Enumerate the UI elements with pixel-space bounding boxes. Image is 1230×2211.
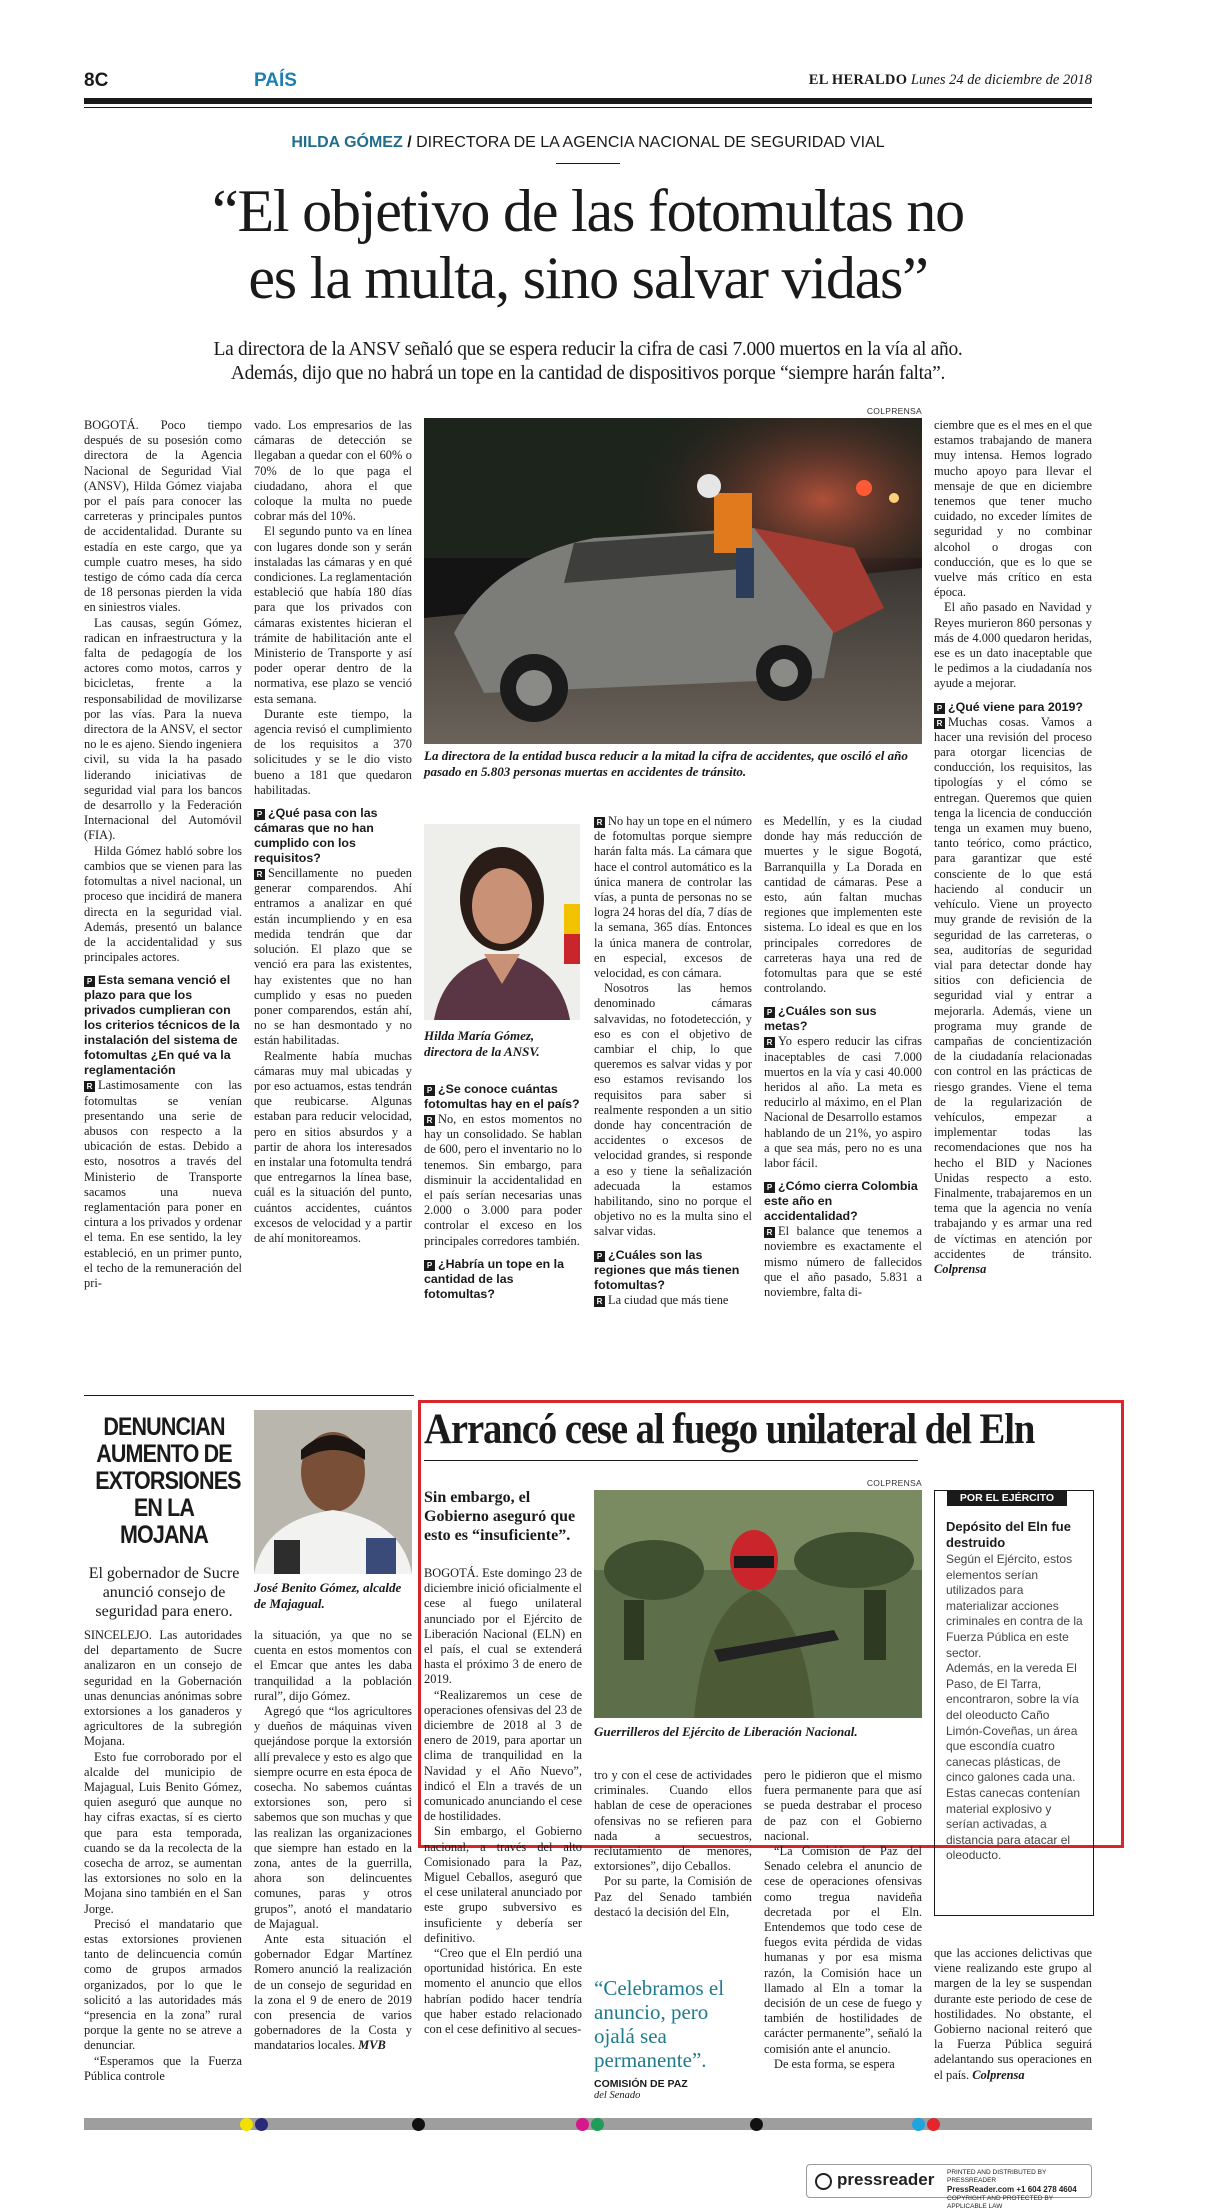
section-label: PAÍS xyxy=(254,70,297,91)
registration-mark-black xyxy=(750,2118,763,2131)
lead-paragraph: Nosotros las hemos denominado cámaras salvavidas, no fotodetección, y eso es con el objetivo de cambiar el chip, lo que queremos es salvar vidas y por eso estamos revisando los requisitos para saber si realmente responden a un sitio donde hay concentración de accidentes o excesos de velocidad grandes, si responde a eso y tiene la señalización adecuada la estamos habilitando, sino no porque el objetivo no es la multa sino el salvar vidas. xyxy=(594,981,752,1239)
eln-subhead: Sin embargo, el Gobierno aseguró que esto es “insuficiente”. xyxy=(424,1489,576,1544)
mojana-portrait xyxy=(254,1410,412,1574)
headline xyxy=(84,178,1092,312)
pullquote-source-sub: del Senado xyxy=(594,2090,641,2101)
answer: Sencillamente no pueden generar comparendos. Ahí entramos a analizar en qué están incumpliendo y en esa medida tendrán que dar solución. El plazo que se venció era para las existentes, hay existentes que no han cumplido y esas no pueden poner comparendos, están ahí, no se han desmontado y no están habilitadas. xyxy=(254,866,412,1048)
question: ¿Cuáles son las regiones que más tienen fotomultas? xyxy=(594,1247,740,1292)
headline-line-2: es la multa, sino salvar vidas” xyxy=(248,245,928,311)
answer-icon: R xyxy=(254,869,265,880)
eln-paragraph: tro y con el cese de actividades criminales. Cuando ellos hablan de cese de operaciones ofensivas no se refieren para nada a secuestros, reclutamiento de menores, extorsiones”, dijo Ceballos. xyxy=(594,1768,752,1874)
eln-pullquote xyxy=(594,1976,752,2101)
byline-name: HILDA GÓMEZ xyxy=(291,134,403,151)
answer-icon: R xyxy=(764,1227,775,1238)
mojana-paragraph: Agregó que “los agricultores y dueños de máquinas viven quejándose porque la extorsión allí prevalece y esto es algo que siempre ocurre en esta época de cosecha. No sabemos cuántas extorsiones son, pero si sabemos que son muchas y que las realizan las organizaciones que siempre han estado en la zona, antes de la guerrilla, ahora son delincuentes comunes, paras y otros grupos”, anotó el mandatario de Majagual. xyxy=(254,1704,412,1931)
eln-paragraph: De esta forma, se espera xyxy=(774,2056,895,2071)
question-icon: P xyxy=(594,1251,605,1262)
page-number: 8C xyxy=(84,70,109,91)
answer: Lastimosamente con las fotomultas se venían presentando una serie de abusos con respecto a la ubicación de estas. Debido a esto, nosotros a través del Ministerio de Transporte sacamos una nueva reglamentación para poner en cintura a los privados y ordenar el tema. En ese sentido, la ley estableció, en un primer punto, el techo de la remuneración del pri- xyxy=(84,1078,242,1290)
registration-mark-black xyxy=(412,2118,425,2131)
sidebar-paragraph: Además, en la vereda El Paso, de El Tarra, encontraron, sobre la vía del oleoducto Caño Limón-Coveñas, un área que escondía cuatro canecas plásticas, de cinco galones cada una. xyxy=(946,1661,1079,1785)
edition-date: Lunes 24 de diciembre de 2018 xyxy=(910,72,1092,88)
headline-line-1: “El objetivo de las fotomultas no xyxy=(212,178,964,244)
sidebar-title: Depósito del Eln fue destruido xyxy=(946,1519,1071,1550)
answer-icon: R xyxy=(424,1115,435,1126)
portrait-photo xyxy=(424,824,580,1020)
byline-underline xyxy=(556,163,620,164)
eln-column-2 xyxy=(594,1768,752,1920)
eln-paragraph: “Creo que el Eln perdió una oportunidad histórica. En este momento el anuncio que ellos habrían podido hacer tendría que haber estado relacionado con el cese definitivo al secues- xyxy=(424,1946,582,2037)
answer-icon: R xyxy=(594,1296,605,1307)
guerrilla-photo-image xyxy=(594,1490,922,1718)
question: ¿Qué pasa con las cámaras que no han cumplido con los requisitos? xyxy=(254,806,378,866)
answer-icon: R xyxy=(934,718,945,729)
answer: La ciudad que más tiene xyxy=(608,1292,729,1307)
sidebar-paragraph: Según el Ejército, estos elementos serían utilizados para materializar acciones criminales en contra de la Fuerza Pública en este sector. xyxy=(946,1552,1083,1660)
question-icon: P xyxy=(424,1260,435,1271)
lead-paragraph: vado. Los empresarios de las cámaras de detección se llegaban a quedar con el 60% o 70% de lo que paga el ciudadano, ahora el que coloque la multa no puede cobrar más del 10%. xyxy=(254,418,412,524)
registration-mark-magenta xyxy=(576,2118,589,2131)
lead-paragraph: ciembre que es el mes en el que estamos trabajando de manera muy intensa. Hemos logrado mucho apoyo para llevar el mensaje de que en diciembre tenemos que tener mucho cuidado, no exceder límites de seguridad y no combinar alcohol o drogas con conducción, que es lo que se vuelve más crítico en esta época. xyxy=(934,418,1092,600)
answer-icon: R xyxy=(764,1037,775,1048)
lead-column-4 xyxy=(594,814,752,1308)
mayor-portrait-image xyxy=(254,1410,412,1574)
lead-paragraph: El segundo punto va en línea con lugares donde son y serán instaladas las cámaras y en qué condiciones. La reglamentación estableció que había 180 días para que los privados con cámaras existentes hicieran el trámite de habilitación ante el Ministerio de Transporte y así poder operar dentro de la normativa, ese plazo se venció esta semana. xyxy=(254,524,412,706)
mojana-column-2 xyxy=(254,1628,412,2054)
eln-paragraph: BOGOTÁ. Este domingo 23 de diciembre inició oficialmente el cese al fuego unilateral anunciado por el Ejército de Liberación Nacional (ELN) en el país, el cual se extenderá hasta el próximo 3 de enero de 2019. xyxy=(424,1566,582,1687)
registration-mark-blue xyxy=(255,2118,268,2131)
portrait-caption: Hilda María Gómez, directora de la ANSV. xyxy=(424,1028,540,1059)
photo-caption: La directora de la entidad busca reducir a la mitad la cifra de accidentes, que osciló el año pasado en 5.803 personas muertas en accidentes de tránsito. xyxy=(424,748,908,779)
mojana-paragraph: “Esperamos que la Fuerza Pública controle xyxy=(84,2053,242,2083)
crash-photo xyxy=(424,418,922,744)
question-icon: P xyxy=(424,1085,435,1096)
eln-photo-credit: COLPRENSA xyxy=(866,1478,922,1488)
eln-photo xyxy=(594,1490,922,1718)
eln-column-3 xyxy=(764,1768,922,2072)
eln-paragraph: “Realizaremos un cese de operaciones ofensivas del 23 de diciembre de 2018 al 3 de enero de 2019, para aportar un clima de tranquilidad en la Navidad y el Año Nuevo”, indicó el Eln a través de un comunicado anunciando el cese de hostilidades. xyxy=(424,1687,582,1824)
lead-paragraph: BOGOTÁ. Poco tiempo después de su posesión como directora de la Agencia Nacional de Seguridad Vial (ANSV), Hilda Gómez viajaba por el país para conocer las carreteras y principales puntos de accidentalidad. Durante su estadía en este cargo, que ya cumple cuatro meses, ha sido testigo de cómo cada día cerca de 18 personas pierden la vida en siniestros viales. xyxy=(84,418,242,615)
question: ¿Se conoce cuántas fotomultas hay en el país? xyxy=(424,1082,580,1111)
lead-paragraph: es Medellín, y es la ciudad donde hay más reducción de muertes y le sigue Bogotá, Barranquilla y La Dorada en cantidad de cámaras. Pese a esto, aún faltan muchas regiones que implementen este sistema. Lo ideal es que en los principales corredores de carreteras haya una red de fotomultas para que se esté controlando. xyxy=(764,814,922,996)
byline: HILDA GÓMEZ / DIRECTORA DE LA AGENCIA NACIONAL DE SEGURIDAD VIAL xyxy=(291,134,885,151)
registration-mark-green xyxy=(591,2118,604,2131)
header-rule xyxy=(84,98,1092,104)
mojana-portrait-caption: José Benito Gómez, alcalde de Majagual. xyxy=(254,1580,402,1611)
question-icon: P xyxy=(254,809,265,820)
lead-paragraph: Las causas, según Gómez, radican en infraestructura y la falta de pedagogía de los actores como motos, carros y bicicletas, frente a la responsabilidad de movilizarse por las vías. Para la nueva directora de la ANSV, el sector no le es ajeno. Siendo ingeniera civil, su vida la ha pasado liderando iniciativas de seguridad vial para los bancos de desarrollo y la Federación Internacional del Automóvil (FIA). xyxy=(84,615,242,843)
lead-paragraph: Hilda Gómez habló sobre los cambios que se vienen para las fotomultas a nivel nacional, un proceso que incidirá de manera directa en la seguridad vial. Además, presentó un balance de la accidentalidad y sus principales actores. xyxy=(84,843,242,965)
header-rule-thin xyxy=(84,107,1092,108)
mojana-paragraph: SINCELEJO. Las autoridades del departamento de Sucre analizaron en un consejo de seguridad en la Gobernación unas denuncias anónimas sobre extorsiones a los ganaderos y agricultores de la subregión Mojana. xyxy=(84,1628,242,1749)
answer-icon: R xyxy=(594,817,605,828)
mojana-headline: DENUNCIAN AUMENTO DE EXTORSIONES EN LA MOJANA xyxy=(95,1413,241,1549)
answer: Muchas cosas. Vamos a hacer una revisión del proceso para otorgar licencias de conducción, los requisitos, las tipologías y el cómo se entregan. Queremos que quien tenga la licencia de conducción tenga un examen muy bueno, tanto teórico, como práctico, para garantizar que esté consciente de lo que está haciendo al conducir un vehículo. Viene un proyecto muy grande de revisión de la seguridad de las carreteras, o sea, auditorías de seguridad vial para detectar donde hay sitios con deficiencia de seguridad vial y entrar a mejorarla. Además, viene un programa muy grande de campañas de concientización de la ciudadanía relacionadas con control en las prácticas de riesgo grandes. Viene el tema de la regularización de vehículos, empezar a implementar todas las recomendaciones que nos ha hecho el BID y Naciones Unidas respecto a esto. Finalmente, trabajaremos en un tema que la agencia no venía trabajando y es armar una red de víctimas en atención por accidentes de tránsito. xyxy=(934,714,1092,1261)
question-icon: P xyxy=(934,703,945,714)
registration-mark-red xyxy=(927,2118,940,2131)
answer: No hay un tope en el número de fotomultas porque siempre harán falta más. La cámara que hace el control automático es la única manera de controlar las vías, a punta de personas no se logra 24 horas del día, 7 días de la semana, 365 días. Entonces la única manera de controlar, en especial, excesos de velocidad, es con cámara. xyxy=(594,814,752,981)
signoff: Colprensa xyxy=(934,1261,987,1276)
answer-icon: R xyxy=(84,1081,95,1092)
pressreader-badge[interactable] xyxy=(806,2164,1092,2210)
eln-paragraph: Sin embargo, el Gobierno nacional, a través del alto Comisionado para la Paz, Miguel Ceballos, aseguró que el cese unilateral anunciado por este grupo subversivo es insuficiente y debería ser definitivo. xyxy=(424,1824,582,1945)
question: Esta semana venció el plazo para que los privados cumplieran con los criterios técnicos de la instalación del sistema de fotomultas ¿En qué va la reglamentación xyxy=(84,973,240,1078)
eln-paragraph: “La Comisión de Paz del Senado celebra el anuncio de cese de operaciones ofensivas como tregua navideña decretada por el Eln. Entendemos que todo cese de fuegos evita pérdida de vidas humanas y por esa misma razón, la Comisión hace un llamado al Eln a tomar la decisión de un cese de fuego y también de hostilidades de carácter permanente”, señaló la comisión ante el anuncio. xyxy=(764,1844,922,2056)
eln-paragraph: pero le pidieron que el mismo fuera permanente para que así se pueda destrabar el proceso de paz con el Gobierno nacional. xyxy=(764,1768,922,1843)
pressreader-logo-icon xyxy=(815,2173,832,2190)
mojana-signoff: MVB xyxy=(358,2038,386,2053)
lead-paragraph: Realmente había muchas cámaras muy mal ubicadas y por eso actuamos, estas tendrán que reubicarse. Algunas estaban para reducir velocidad, pero en sitios absurdos y a partir de ahora los interesados en instalar una fotomulta tendrá que entregarnos la línea base, cuál es la situación del punto, cuántos accidentes, cuántos excesos de velocidad y a partir de ahí monitoreamos. xyxy=(254,1048,412,1245)
byline-role: DIRECTORA DE LA AGENCIA NACIONAL DE SEGURIDAD VIAL xyxy=(416,134,885,151)
masthead-date xyxy=(809,72,1092,89)
eln-headline: Arrancó cese al fuego unilateral del Eln xyxy=(424,1406,1035,1453)
pressreader-line-1: PRINTED AND DISTRIBUTED BY PRESSREADER xyxy=(947,2169,1047,2184)
question-icon: P xyxy=(764,1007,775,1018)
question: ¿Qué viene para 2019? xyxy=(948,699,1083,714)
car-crash-image xyxy=(424,418,922,744)
mojana-paragraph: Esto fue corroborado por el alcalde del municipio de Majagual, Luis Benito Gómez, quien aseguró que aunque no hay cifras exactas, sí es cierto que para esta temporada, cuando se da la recolecta de la cosecha de arroz, se aumentan las extorsiones no solo en la Mojana sino también en el San Jorge. xyxy=(84,1749,242,1916)
photo-credit: COLPRENSA xyxy=(866,406,922,416)
portrait-image xyxy=(424,824,580,1020)
mojana-paragraph: Precisó el mandatario que estas extorsiones provienen tanto de delincuencia común como de grupos armados organizados, por lo que le solicitó a las autoridades más “presencia en la zona” rural porque la gente no se atreve a denunciar. xyxy=(84,1916,242,2053)
mojana-subhead: El gobernador de Sucre anunció consejo de seguridad para enero. xyxy=(88,1565,240,1620)
pullquote-source: COMISIÓN DE PAZ xyxy=(594,2078,688,2090)
lead-column-6 xyxy=(934,418,1092,1277)
pressreader-line-3: COPYRIGHT AND PROTECTED BY APPLICABLE LAW xyxy=(947,2195,1053,2210)
lead-column-1 xyxy=(84,418,242,1291)
question-icon: P xyxy=(764,1182,775,1193)
sidebar-paragraph: Estas canecas contenían material explosivo y serían activadas, a distancia para atacar el oleoducto. xyxy=(946,1785,1081,1863)
mojana-column-1 xyxy=(84,1628,242,2084)
lead-column-3 xyxy=(424,1082,582,1302)
lead-column-5 xyxy=(764,814,922,1300)
eln-column-1 xyxy=(424,1566,582,2037)
eln-headline-rule xyxy=(424,1460,918,1461)
mojana-paragraph: Ante esta situación el gobernador Edgar Martínez Romero anunció la realización de un consejo de seguridad en la zona el 9 de enero de 2019 con presencia de varios gobernadores de la Costa y mandatarios locales. xyxy=(254,1932,412,2053)
pullquote-text: “Celebramos el anuncio, pero ojalá sea permanente”. xyxy=(594,1976,725,2072)
question: ¿Cuáles son sus metas? xyxy=(764,1004,877,1034)
pressreader-brand: pressreader xyxy=(837,2170,935,2189)
registration-mark-yellow xyxy=(240,2118,253,2131)
subhead xyxy=(84,338,1092,386)
eln-signoff: Colprensa xyxy=(972,2067,1025,2082)
question: ¿Habría un tope en la cantidad de las fotomultas? xyxy=(424,1256,564,1301)
mojana-paragraph: la situación, ya que no se cuenta en estos momentos con el Emcar que antes les daba tranquilidad a la población rural”, dijo Gómez. xyxy=(254,1628,412,1703)
sidebar-label: POR EL EJÉRCITO xyxy=(947,1491,1067,1506)
eln-sidebar xyxy=(934,1490,1094,1916)
subhead-line-2: Además, dijo que no habrá un tope en la cantidad de dispositivos porque “siempre harán falta”. xyxy=(230,363,946,384)
eln-column-4 xyxy=(934,1946,1092,2083)
question: ¿Cómo cierra Colombia este año en accidentalidad? xyxy=(764,1179,918,1224)
answer: Yo espero reducir las cifras inaceptables de casi 7.000 muertos en la vía y casi 40.000 heridos al año. La meta es reducirlo al máximo, en el Plan Nacional de Desarrollo estamos hablando de un 21%, yo aspiro a que sea más, pero no es una labor fácil. xyxy=(764,1034,922,1171)
question-icon: P xyxy=(84,976,95,987)
newspaper-name: EL HERALDO xyxy=(808,72,908,88)
registration-mark-cyan xyxy=(912,2118,925,2131)
lead-column-2 xyxy=(254,418,412,1246)
section-divider xyxy=(84,1395,414,1396)
answer: El balance que tenemos a noviembre es exactamente el mismo número de fallecidos que el año pasado, 5.831 a noviembre, falta di- xyxy=(764,1224,922,1300)
answer: No, en estos momentos no hay un consolidado. Se hablan de 600, pero el inventario no lo tenemos. Sin embargo, para disminuir la accidentalidad en el país serían necesarias unas 2.000 o 3.000 para poder controlar el exceso en los principales corredores también. xyxy=(424,1112,582,1248)
eln-photo-caption: Guerrilleros del Ejército de Liberación Nacional. xyxy=(594,1724,858,1739)
eln-paragraph: Por su parte, la Comisión de Paz del Senado también destacó la decisión del Eln, xyxy=(594,1874,752,1919)
lead-paragraph: Durante este tiempo, la agencia revisó el cumplimiento de los requisitos a 370 solicitudes y se le dio visto bueno a 181 que quedaron habilitadas. xyxy=(254,706,412,797)
eln-paragraph: que las acciones delictivas que viene realizando este grupo al margen de la ley se suspendan durante este periodo de cese de hostilidades. No obstante, el Gobierno nacional reiteró que la Fuerza Pública seguirá adelantando sus operaciones en el país. xyxy=(934,1946,1092,2082)
lead-paragraph: El año pasado en Navidad y Reyes murieron 860 personas y más de 4.000 quedaron heridas, ese es un dato inaceptable que le pedimos a la ciudadanía nos ayude a mejorar. xyxy=(934,600,1092,691)
subhead-line-1: La directora de la ANSV señaló que se espera reducir la cifra de casi 7.000 muertos en la vía al año. xyxy=(213,339,963,360)
pressreader-line-2: PressReader.com +1 604 278 4604 xyxy=(947,2185,1077,2194)
